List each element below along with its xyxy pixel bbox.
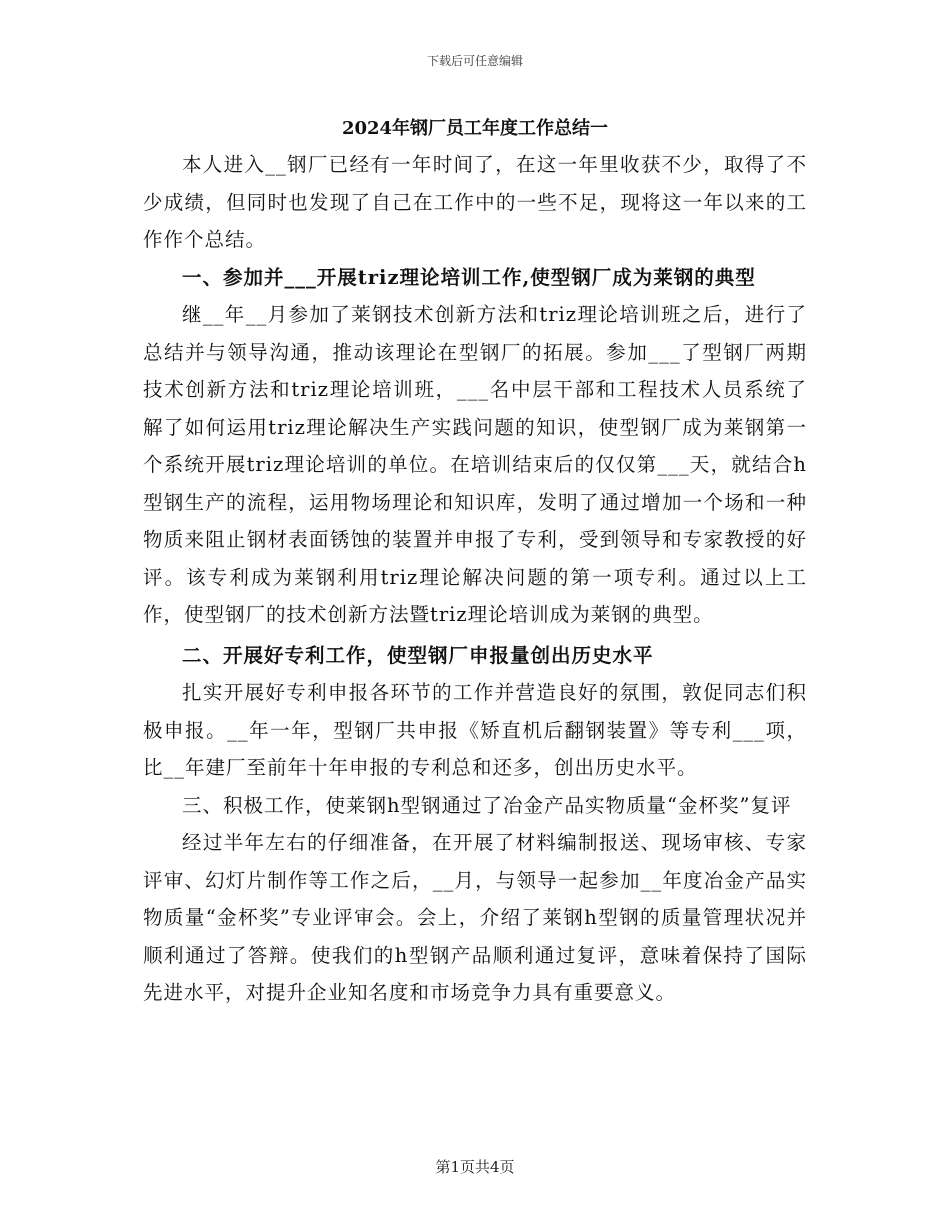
intro-paragraph: 本人进入__钢厂已经有一年时间了，在这一年里收获不少，取得了不少成绩，但同时也发现了自己在工作中的一些不足，现将这一年以来的工作作个总结。 <box>143 153 807 251</box>
page-number: 第1页共4页 <box>435 1158 515 1176</box>
section-2-paragraph: 扎实开展好专利申报各环节的工作并营造良好的氛围，敦促同志们积极申报。__年一年，型钢厂共申报《矫直机后翻钢装置》等专利___项，比__年建厂至前年十年申报的专利总和还多，创出历史水平。 <box>143 681 807 779</box>
section-heading-1: 一、参加并___开展triz理论培训工作,使型钢厂成为莱钢的典型 <box>182 265 756 289</box>
section-heading-2: 二、开展好专利工作，使型钢厂申报量创出历史水平 <box>182 643 654 667</box>
document-body <box>143 112 807 1012</box>
section-heading-3: 三、积极工作，使莱钢h型钢通过了冶金产品实物质量“金杯奖”复评 <box>182 793 792 817</box>
page-header: 下载后可任意编辑 <box>426 54 523 68</box>
section-3-paragraph: 经过半年左右的仔细准备，在开展了材料编制报送、现场审核、专家评审、幻灯片制作等工作之后，__月，与领导一起参加__年度冶金产品实物质量“金杯奖”专业评审会。会上，介绍了莱钢h型钢的质量管理状况并顺利通过了答辩。使我们的h型钢产品顺利通过复评，意味着保持了国际先进水平，对提升企业知名度和市场竞争力具有重要意义。 <box>143 831 807 1004</box>
section-1-paragraph: 继__年__月参加了莱钢技术创新方法和triz理论培训班之后，进行了总结并与领导沟通，推动该理论在型钢厂的拓展。参加___了型钢厂两期技术创新方法和triz理论培训班，___名中层干部和工程技术人员系统了解了如何运用triz理论解决生产实践问题的知识，使型钢厂成为莱钢第一个系统开展triz理论培训的单位。在培训结束后的仅仅第___天，就结合h型钢生产的流程，运用物场理论和知识库，发明了通过增加一个场和一种物质来阻止钢材表面锈蚀的装置并申报了专利，受到领导和专家教授的好评。该专利成为莱钢利用triz理论解决问题的第一项专利。通过以上工作，使型钢厂的技术创新方法暨triz理论培训成为莱钢的典型。 <box>143 303 807 626</box>
document-title: 2024年钢厂员工年度工作总结一 <box>341 118 609 139</box>
